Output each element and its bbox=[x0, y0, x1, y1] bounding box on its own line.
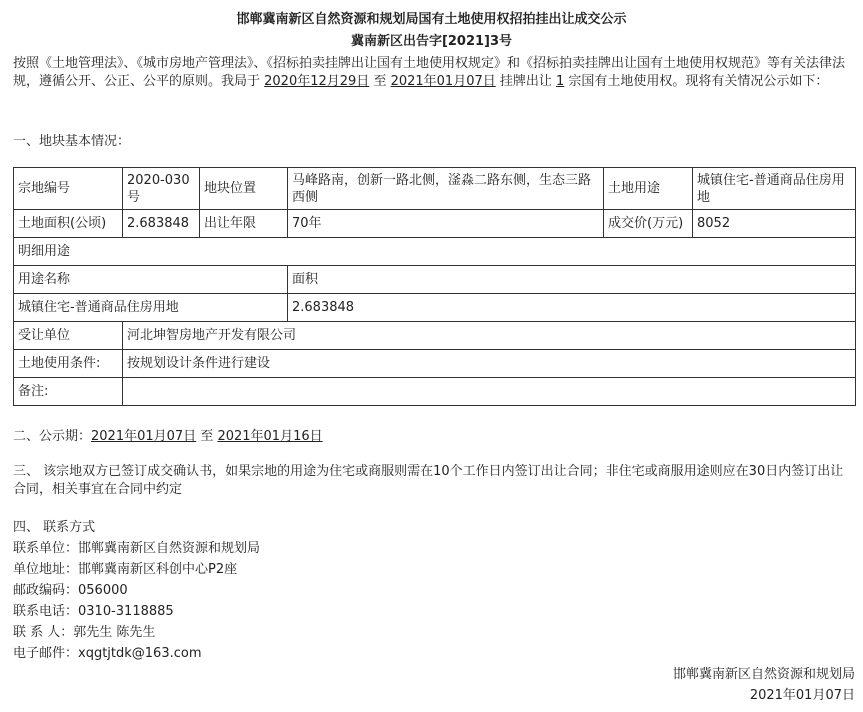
buyer-label: 受让单位 bbox=[14, 322, 123, 350]
contact-email: 电子邮件：xqgtjtdk@163.com bbox=[13, 646, 202, 661]
table-row bbox=[14, 168, 856, 210]
section1-title: 一、地块基本情况： bbox=[13, 134, 131, 149]
location: 马峰路南，创新一路北侧，滏淼二路东侧，生态三路西侧 bbox=[288, 168, 604, 210]
contact-address: 单位地址：邯郸冀南新区科创中心P2座 bbox=[13, 562, 238, 577]
section2-title: 二、公示期： bbox=[13, 429, 92, 444]
listing-end-date: 2021年01月07日 bbox=[390, 74, 496, 89]
detail-area: 2.683848 bbox=[288, 294, 856, 322]
land-use-label: 土地用途 bbox=[604, 168, 693, 210]
publicity-end-date: 2021年01月16日 bbox=[217, 429, 323, 444]
parcel-count: 1 bbox=[556, 74, 565, 89]
document-number: 冀南新区出告字[2021]3号 bbox=[350, 34, 513, 49]
section4-title: 四、 联系方式 bbox=[13, 520, 96, 535]
table-row bbox=[14, 322, 856, 350]
table-row bbox=[14, 266, 856, 294]
parcel-no-label: 宗地编号 bbox=[14, 168, 123, 210]
remark bbox=[123, 378, 856, 406]
intro-paragraph bbox=[13, 55, 853, 91]
intro-text-1: 按照《土地管理法》、《城市房地产管理法》、《招标拍卖挂牌出让国有土地使用权规定》和《招标拍卖挂牌出让国有土地使用权规范》等有关法律法规，遵循公开、公正、公平的原则。我局于 bbox=[13, 56, 846, 89]
remark-label: 备注: bbox=[14, 378, 123, 406]
detail-use: 城镇住宅-普通商品住房用地 bbox=[14, 294, 288, 322]
term-label: 出让年限 bbox=[200, 210, 288, 238]
signature-org: 邯郸冀南新区自然资源和规划局 bbox=[672, 667, 855, 682]
contact-block bbox=[13, 517, 260, 664]
contact-person: 联 系 人：郭先生 陈先生 bbox=[13, 625, 156, 640]
parcel-no: 2020-030号 bbox=[123, 168, 200, 210]
section2-to: 至 bbox=[196, 429, 218, 444]
intro-text-3: 挂牌出让 bbox=[495, 74, 557, 89]
contact-phone: 联系电话：0310-3118885 bbox=[13, 604, 174, 619]
contact-postcode: 邮政编码：056000 bbox=[13, 583, 128, 598]
price-label: 成交价(万元) bbox=[604, 210, 693, 238]
table-row bbox=[14, 210, 856, 238]
table-row bbox=[14, 378, 856, 406]
location-label: 地块位置 bbox=[200, 168, 288, 210]
condition-label: 土地使用条件: bbox=[14, 350, 123, 378]
condition: 按规划设计条件进行建设 bbox=[123, 350, 856, 378]
parcel-table bbox=[13, 167, 856, 406]
price: 8052 bbox=[693, 210, 856, 238]
area-label: 土地面积(公顷) bbox=[14, 210, 123, 238]
detail-use-label: 明细用途 bbox=[14, 238, 856, 266]
listing-start-date: 2020年12月29日 bbox=[264, 74, 370, 89]
publicity-start-date: 2021年01月07日 bbox=[91, 429, 197, 444]
intro-text-2: 至 bbox=[369, 74, 391, 89]
page-title: 邯郸冀南新区自然资源和规划局国有土地使用权招拍挂出让成交公示 bbox=[236, 12, 627, 27]
contact-unit: 联系单位：邯郸冀南新区自然资源和规划局 bbox=[13, 541, 261, 556]
area: 2.683848 bbox=[123, 210, 200, 238]
table-row bbox=[14, 350, 856, 378]
section3-text: 三、 该宗地双方已签订成交确认书，如果宗地的用途为住宅或商服则需在10个工作日内签订出让合同；非住宅或商服用途则应在30日内签订出让合同，相关事宜在合同中约定 bbox=[13, 464, 844, 497]
table-row bbox=[14, 294, 856, 322]
signature-date: 2021年01月07日 bbox=[749, 688, 855, 703]
section2-publicity-period bbox=[13, 428, 323, 446]
term: 70年 bbox=[288, 210, 604, 238]
land-use: 城镇住宅-普通商品住房用地 bbox=[693, 168, 856, 210]
intro-text-4: 宗国有土地使用权。现将有关情况公示如下： bbox=[564, 74, 829, 89]
table-row bbox=[14, 238, 856, 266]
use-name-label: 用途名称 bbox=[14, 266, 288, 294]
detail-area-label: 面积 bbox=[288, 266, 856, 294]
buyer: 河北坤智房地产开发有限公司 bbox=[123, 322, 856, 350]
